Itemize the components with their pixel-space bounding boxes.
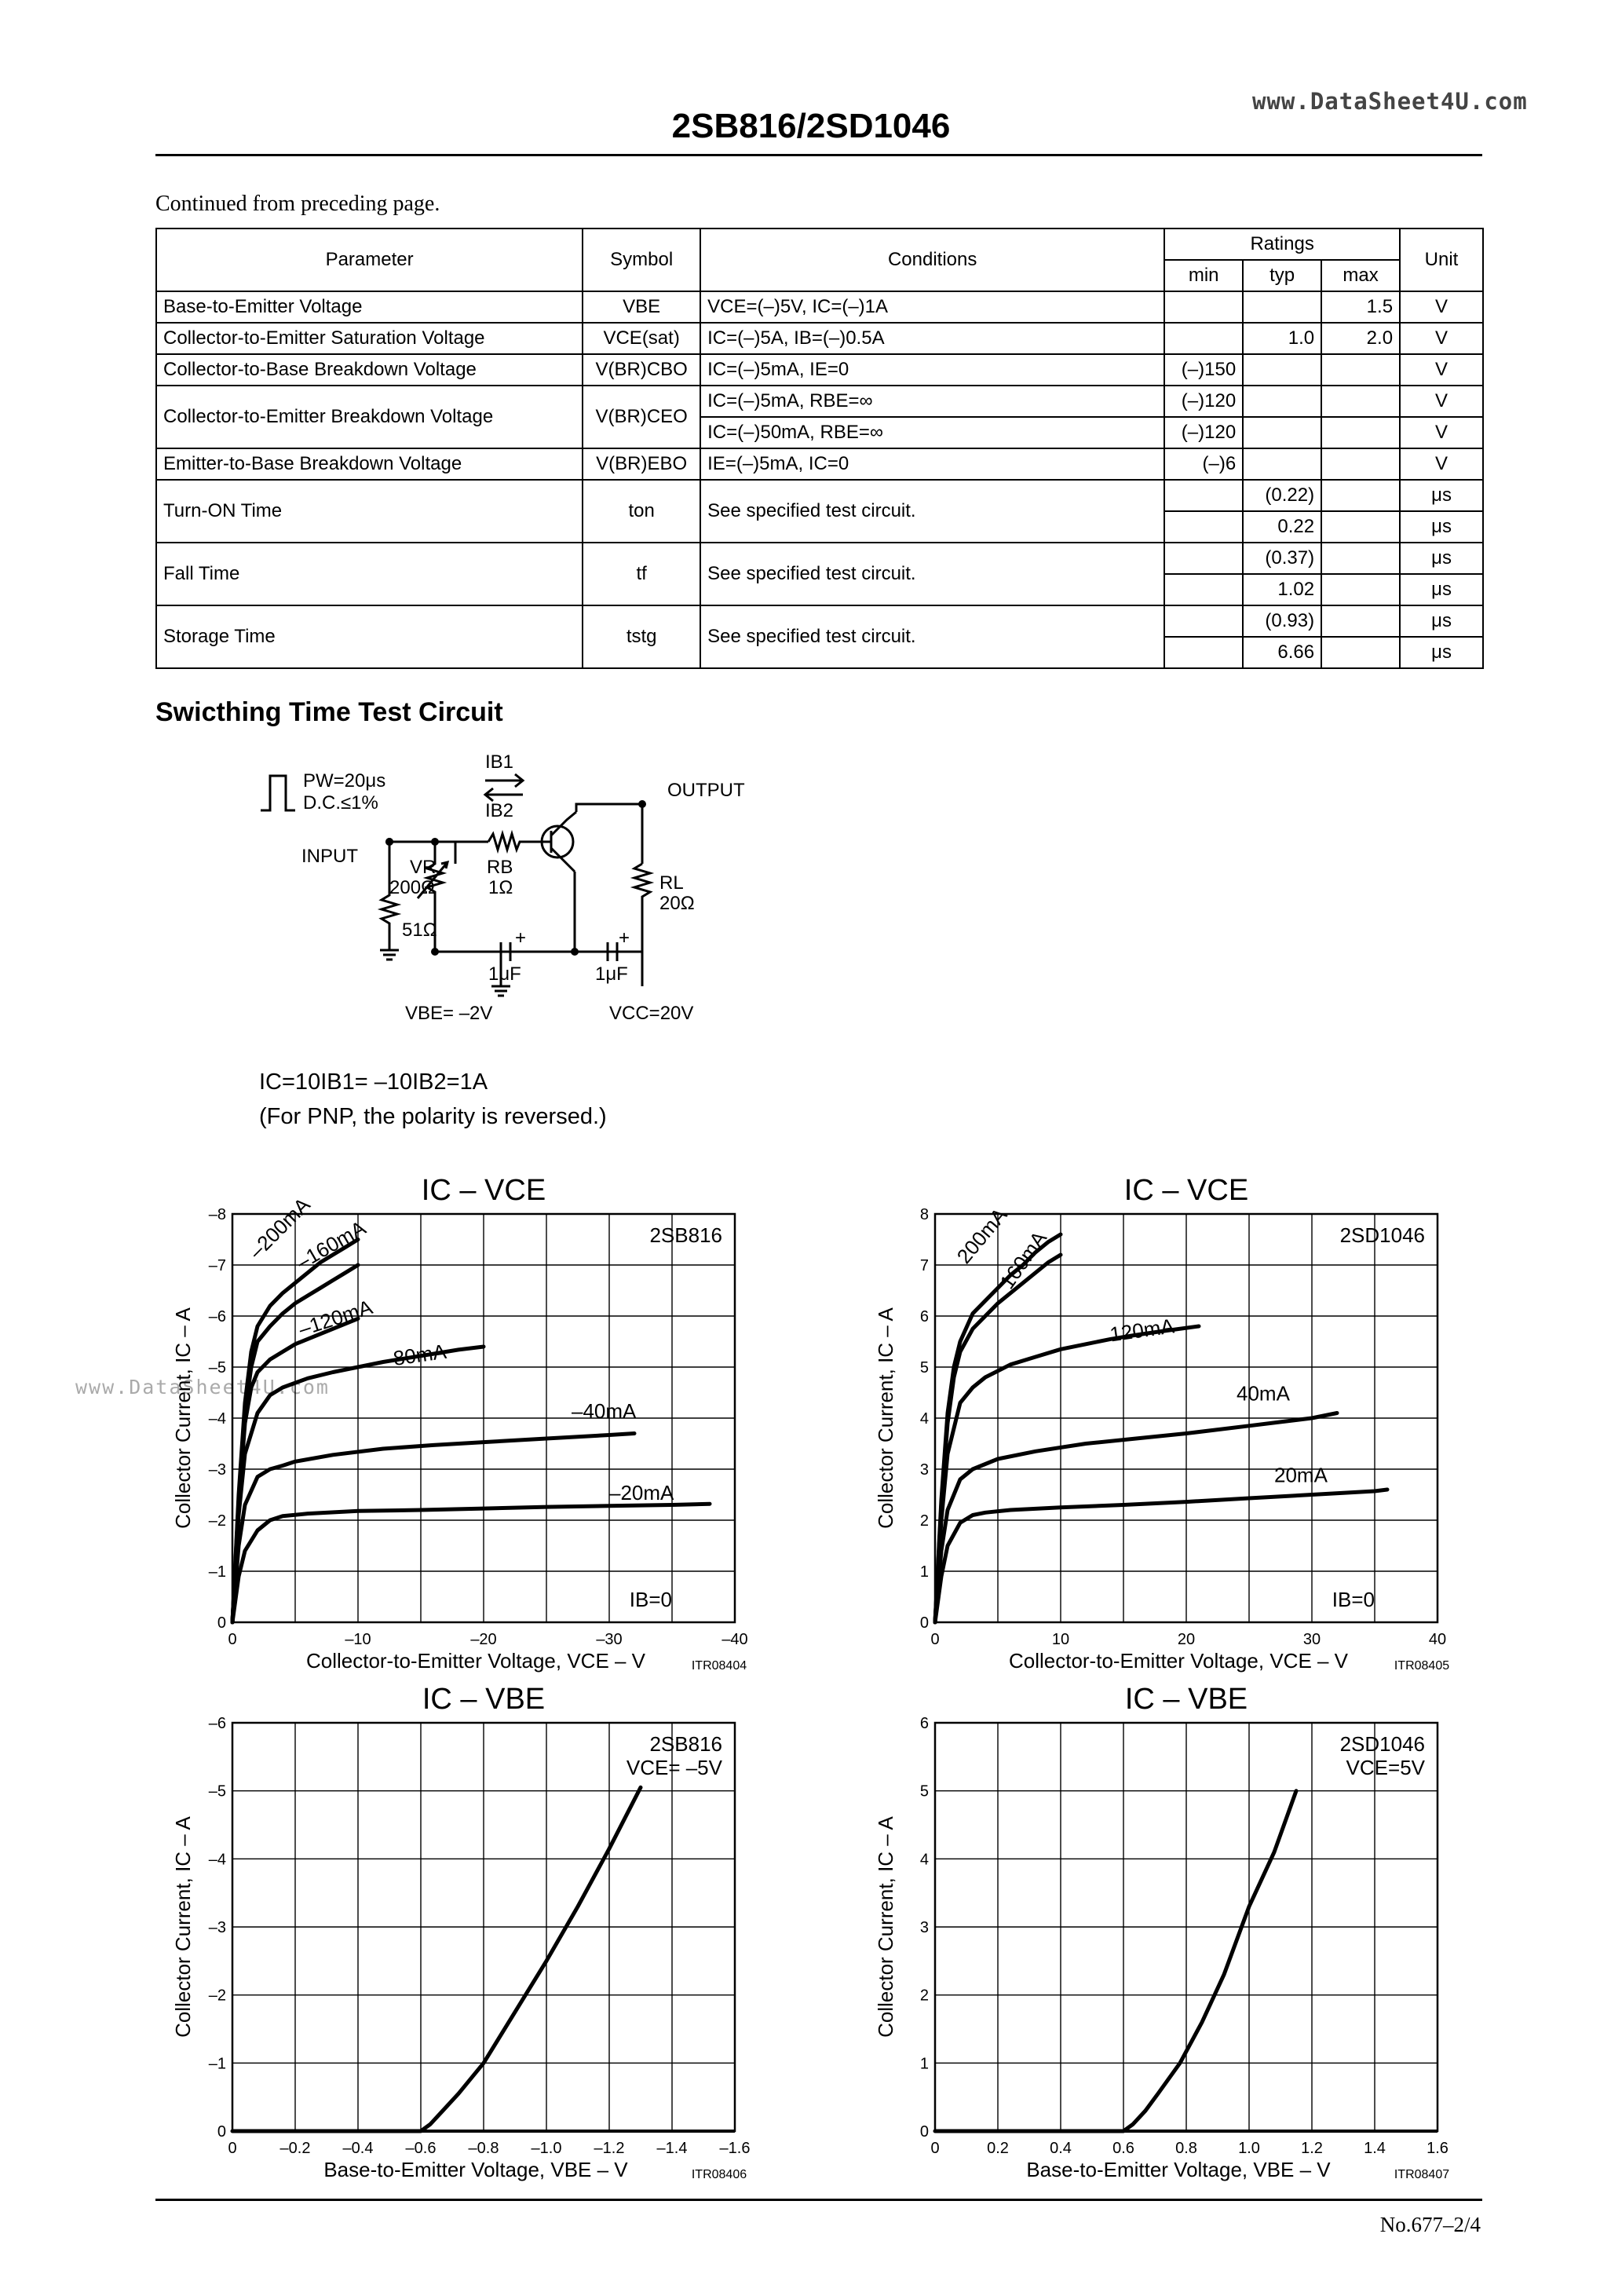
x-tick-label: 1.6 <box>1427 2140 1448 2157</box>
c1-label: 1μF <box>488 963 521 985</box>
rl-label: RL <box>659 872 684 894</box>
y-tick-label: –2 <box>208 1512 226 1530</box>
y-tick-label: 3 <box>919 1919 929 1936</box>
cell-param: Turn-ON Time <box>156 480 583 543</box>
cell-symbol: V(BR)EBO <box>583 448 700 480</box>
cell-min <box>1164 291 1243 323</box>
y-tick-label: –2 <box>208 1987 226 2005</box>
cell-typ <box>1243 291 1321 323</box>
cell-max <box>1321 417 1400 448</box>
x-tick-label: –1.6 <box>719 2140 751 2157</box>
y-tick-label: 5 <box>919 1359 929 1377</box>
ib-zero-label: IB=0 <box>1332 1588 1375 1611</box>
cell-unit: μs <box>1400 480 1483 511</box>
cell-unit: V <box>1400 354 1483 386</box>
x-tick-label: 0.2 <box>987 2140 1009 2157</box>
vcc-supply-label: VCC=20V <box>609 1003 694 1024</box>
cell-max <box>1321 605 1400 637</box>
header-ratings: Ratings <box>1164 229 1400 260</box>
series-label: –80mA <box>380 1339 448 1372</box>
polarity-note: (For PNP, the polarity is reversed.) <box>259 1104 607 1129</box>
cell-param: Fall Time <box>156 543 583 605</box>
cell-typ: 0.22 <box>1243 511 1321 543</box>
cell-typ: (0.22) <box>1243 480 1321 511</box>
page-number: No.677–2/4 <box>1379 2213 1481 2236</box>
ib2-arrow-icon <box>485 788 523 801</box>
table-row <box>156 480 1483 511</box>
cell-unit: μs <box>1400 511 1483 543</box>
series-label: 40mA <box>1237 1381 1290 1406</box>
table-row <box>156 386 1483 417</box>
chart-ic-vce-2sb816 <box>157 1162 769 1680</box>
y-tick-label: 6 <box>919 1715 929 1732</box>
x-tick-label: 40 <box>1428 1631 1447 1648</box>
condition-label: VCE= –5V <box>626 1756 722 1779</box>
device-label: 2SD1046 <box>1339 1223 1425 1247</box>
series-line <box>935 1413 1337 1623</box>
cell-unit: μs <box>1400 637 1483 668</box>
series-line <box>935 1326 1199 1622</box>
r51-label: 51Ω <box>402 919 437 941</box>
y-tick-label: 1 <box>919 2055 929 2073</box>
ib-zero-label: IB=0 <box>629 1588 672 1611</box>
series-label: –20mA <box>609 1481 674 1504</box>
x-tick-label: –40 <box>721 1631 748 1648</box>
dc-label: D.C.≤1% <box>303 792 378 813</box>
device-label: 2SB816 <box>649 1732 722 1756</box>
x-tick-label: 1.2 <box>1301 2140 1323 2157</box>
cell-cond: VCE=(–)5V, IC=(–)1A <box>700 291 1164 323</box>
cell-min <box>1164 511 1243 543</box>
chart-title: IC – VBE <box>422 1683 546 1716</box>
ib2-label: IB2 <box>485 800 514 821</box>
cell-cond: IC=(–)5mA, IE=0 <box>700 354 1164 386</box>
x-axis-label: Base-to-Emitter Voltage, VBE – V <box>1026 2158 1331 2181</box>
figure-code: ITR08407 <box>1394 2168 1450 2181</box>
y-tick-label: –4 <box>208 1851 226 1869</box>
rl-resistor <box>634 864 650 952</box>
chart-title: IC – VBE <box>1124 1683 1248 1716</box>
cell-typ: 1.0 <box>1243 323 1321 354</box>
cell-min <box>1164 323 1243 354</box>
cell-unit: V <box>1400 291 1483 323</box>
cell-typ <box>1243 354 1321 386</box>
series-label: 20mA <box>1274 1463 1328 1487</box>
cell-min <box>1164 605 1243 637</box>
cell-param: Collector-to-Base Breakdown Voltage <box>156 354 583 386</box>
chart-title: IC – VCE <box>421 1174 546 1207</box>
y-tick-label: 4 <box>919 1410 929 1428</box>
chart-ic-vbe-2sd1046 <box>860 1671 1472 2189</box>
cell-cond: IE=(–)5mA, IC=0 <box>700 448 1164 480</box>
x-tick-label: –20 <box>470 1631 497 1648</box>
y-axis-label: Collector Current, IC – A <box>874 1307 897 1529</box>
spec-table <box>155 228 1484 669</box>
y-tick-label: –3 <box>208 1919 226 1936</box>
y-tick-label: –1 <box>208 2055 226 2073</box>
cell-max: 2.0 <box>1321 323 1400 354</box>
cell-symbol: tstg <box>583 605 700 668</box>
x-tick-label: –1.4 <box>656 2140 688 2157</box>
cell-param: Collector-to-Emitter Breakdown Voltage <box>156 386 583 448</box>
device-label: 2SD1046 <box>1339 1732 1425 1756</box>
rb-value: 1Ω <box>488 877 513 898</box>
cell-symbol: ton <box>583 480 700 543</box>
header-min: min <box>1164 260 1243 291</box>
cell-max <box>1321 511 1400 543</box>
x-tick-label: –10 <box>345 1631 371 1648</box>
header-rule <box>155 154 1482 156</box>
circuit-formula <box>259 1065 607 1134</box>
cell-typ: (0.93) <box>1243 605 1321 637</box>
rb-label: RB <box>487 857 513 878</box>
y-tick-label: –7 <box>208 1257 226 1274</box>
cell-unit: V <box>1400 386 1483 417</box>
watermark: www.DataSheet4U.com <box>75 1376 330 1398</box>
page-title: 2SB816/2SD1046 <box>671 107 951 145</box>
cell-min: (–)6 <box>1164 448 1243 480</box>
y-tick-label: –1 <box>208 1563 226 1581</box>
cell-max <box>1321 543 1400 574</box>
header-max: max <box>1321 260 1400 291</box>
x-tick-label: 0.8 <box>1175 2140 1197 2157</box>
ib1-label: IB1 <box>485 751 514 773</box>
y-tick-label: 0 <box>217 1614 226 1632</box>
series-label: –120mA <box>295 1295 375 1341</box>
y-tick-label: –3 <box>208 1461 226 1479</box>
continued-note: Continued from preceding page. <box>155 192 440 216</box>
cell-cond: See specified test circuit. <box>700 480 1164 543</box>
cell-unit: V <box>1400 448 1483 480</box>
cell-param: Base-to-Emitter Voltage <box>156 291 583 323</box>
cell-max <box>1321 480 1400 511</box>
cell-typ <box>1243 386 1321 417</box>
x-tick-label: –0.6 <box>405 2140 437 2157</box>
rb-resistor <box>488 834 542 850</box>
input-label: INPUT <box>301 846 358 867</box>
x-tick-label: 1.4 <box>1364 2140 1386 2157</box>
x-tick-label: 10 <box>1051 1631 1070 1648</box>
y-tick-label: –5 <box>208 1359 226 1377</box>
cell-max <box>1321 574 1400 605</box>
cell-max: 1.5 <box>1321 291 1400 323</box>
cell-typ <box>1243 448 1321 480</box>
cell-symbol: V(BR)CBO <box>583 354 700 386</box>
cell-max <box>1321 354 1400 386</box>
y-tick-label: 6 <box>919 1308 929 1325</box>
formula-line: IC=10IB1= –10IB2=1A <box>259 1069 488 1095</box>
series-label: 120mA <box>1108 1314 1176 1347</box>
x-tick-label: –0.4 <box>342 2140 374 2157</box>
vr-label: VR <box>410 857 437 878</box>
cell-symbol: tf <box>583 543 700 605</box>
header-symbol: Symbol <box>583 229 700 291</box>
cell-max <box>1321 448 1400 480</box>
cell-typ: 6.66 <box>1243 637 1321 668</box>
series-line <box>232 1787 641 2131</box>
y-tick-label: –6 <box>208 1715 226 1732</box>
series-line <box>935 1490 1387 1622</box>
cell-unit: V <box>1400 417 1483 448</box>
x-tick-label: 0 <box>930 1631 940 1648</box>
figure-code: ITR08405 <box>1394 1659 1450 1673</box>
footer-rule <box>155 2199 1482 2201</box>
x-tick-label: 0 <box>228 2140 237 2157</box>
y-axis-label: Collector Current, IC – A <box>874 1816 897 2038</box>
output-label: OUTPUT <box>667 780 745 801</box>
r200-label: 200Ω <box>389 877 435 898</box>
cell-unit: V <box>1400 323 1483 354</box>
cell-max <box>1321 386 1400 417</box>
chart-title: IC – VCE <box>1123 1174 1249 1207</box>
ib1-arrow-icon <box>485 774 523 787</box>
rl-value: 20Ω <box>659 893 695 914</box>
chart-ic-vbe-2sb816 <box>157 1671 769 2189</box>
cell-typ: 1.02 <box>1243 574 1321 605</box>
cell-max <box>1321 637 1400 668</box>
x-tick-label: –1.2 <box>594 2140 625 2157</box>
pulse-icon <box>261 776 295 810</box>
y-tick-label: 8 <box>919 1206 929 1223</box>
cell-min <box>1164 574 1243 605</box>
y-tick-label: 0 <box>217 2123 226 2141</box>
cell-unit: μs <box>1400 574 1483 605</box>
y-tick-label: 5 <box>919 1782 929 1801</box>
y-axis-label: Collector Current, IC – A <box>171 1816 195 2038</box>
cell-param: Collector-to-Emitter Saturation Voltage <box>156 323 583 354</box>
header-typ: typ <box>1243 260 1321 291</box>
x-tick-label: –0.8 <box>468 2140 499 2157</box>
cell-param: Emitter-to-Base Breakdown Voltage <box>156 448 583 480</box>
cell-min <box>1164 543 1243 574</box>
section-title: Swicthing Time Test Circuit <box>155 697 503 727</box>
x-tick-label: –1.0 <box>531 2140 562 2157</box>
x-tick-label: 0.4 <box>1050 2140 1072 2157</box>
series-label: 200mA <box>952 1203 1012 1268</box>
pw-label: PW=20μs <box>303 770 386 792</box>
x-tick-label: 30 <box>1302 1631 1321 1648</box>
cell-min <box>1164 480 1243 511</box>
cell-unit: μs <box>1400 605 1483 637</box>
table-row <box>156 605 1483 637</box>
series-label: –40mA <box>572 1399 637 1423</box>
header-parameter: Parameter <box>156 229 583 291</box>
table-row <box>156 291 1483 323</box>
series-label: 160mA <box>995 1227 1052 1293</box>
cell-symbol: V(BR)CEO <box>583 386 700 448</box>
cell-min: (–)150 <box>1164 354 1243 386</box>
device-label: 2SB816 <box>649 1223 722 1247</box>
x-tick-label: 1.0 <box>1238 2140 1260 2157</box>
x-tick-label: 0.6 <box>1112 2140 1134 2157</box>
cell-typ <box>1243 417 1321 448</box>
header-conditions: Conditions <box>700 229 1164 291</box>
cell-symbol: VBE <box>583 291 700 323</box>
series-label: –160mA <box>292 1216 370 1274</box>
figure-code: ITR08406 <box>691 2168 747 2181</box>
condition-label: VCE=5V <box>1346 1756 1425 1779</box>
y-tick-label: –4 <box>208 1410 226 1428</box>
x-tick-label: –0.2 <box>279 2140 311 2157</box>
series-line <box>935 1791 1296 2131</box>
vbe-supply-label: VBE= –2V <box>405 1003 493 1024</box>
x-axis-label: Collector-to-Emitter Voltage, VCE – V <box>305 1649 646 1673</box>
y-tick-label: 0 <box>919 1614 929 1632</box>
c2-label: 1μF <box>595 963 628 985</box>
cell-symbol: VCE(sat) <box>583 323 700 354</box>
plus-sign: + <box>619 927 630 949</box>
cell-min <box>1164 637 1243 668</box>
y-tick-label: –6 <box>208 1308 226 1325</box>
site-url[interactable]: www.DataSheet4U.com <box>1252 88 1528 115</box>
y-tick-label: 4 <box>919 1851 929 1869</box>
y-tick-label: 2 <box>919 1512 929 1530</box>
cell-min: (–)120 <box>1164 386 1243 417</box>
series-label: –200mA <box>244 1193 315 1263</box>
y-tick-label: –5 <box>208 1782 226 1801</box>
cell-cond: See specified test circuit. <box>700 543 1164 605</box>
table-row <box>156 323 1483 354</box>
figure-code: ITR08404 <box>691 1659 747 1673</box>
cell-cond: IC=(–)5mA, RBE=∞ <box>700 386 1164 417</box>
y-tick-label: 0 <box>919 2123 929 2141</box>
table-row <box>156 543 1483 574</box>
y-tick-label: 3 <box>919 1461 929 1479</box>
table-row <box>156 448 1483 480</box>
y-tick-label: 2 <box>919 1987 929 2005</box>
header-unit: Unit <box>1400 229 1483 291</box>
x-axis-label: Collector-to-Emitter Voltage, VCE – V <box>1008 1649 1349 1673</box>
plus-sign: + <box>515 927 527 949</box>
table-row <box>156 354 1483 386</box>
cell-unit: μs <box>1400 543 1483 574</box>
series-line <box>232 1434 634 1623</box>
cell-cond: IC=(–)50mA, RBE=∞ <box>700 417 1164 448</box>
test-circuit-diagram <box>236 738 832 1052</box>
x-axis-label: Base-to-Emitter Voltage, VBE – V <box>323 2158 628 2181</box>
y-axis-label: Collector Current, IC – A <box>171 1307 195 1529</box>
y-tick-label: 1 <box>919 1563 929 1581</box>
table-header-row <box>156 229 1483 260</box>
x-tick-label: –30 <box>596 1631 623 1648</box>
x-tick-label: 20 <box>1177 1631 1196 1648</box>
x-tick-label: 0 <box>930 2140 940 2157</box>
cell-cond: See specified test circuit. <box>700 605 1164 668</box>
cell-min: (–)120 <box>1164 417 1243 448</box>
cell-param: Storage Time <box>156 605 583 668</box>
y-tick-label: –8 <box>208 1206 226 1223</box>
cell-typ: (0.37) <box>1243 543 1321 574</box>
chart-ic-vce-2sd1046 <box>860 1162 1472 1680</box>
x-tick-label: 0 <box>228 1631 237 1648</box>
y-tick-label: 7 <box>919 1257 929 1274</box>
cell-cond: IC=(–)5A, IB=(–)0.5A <box>700 323 1164 354</box>
